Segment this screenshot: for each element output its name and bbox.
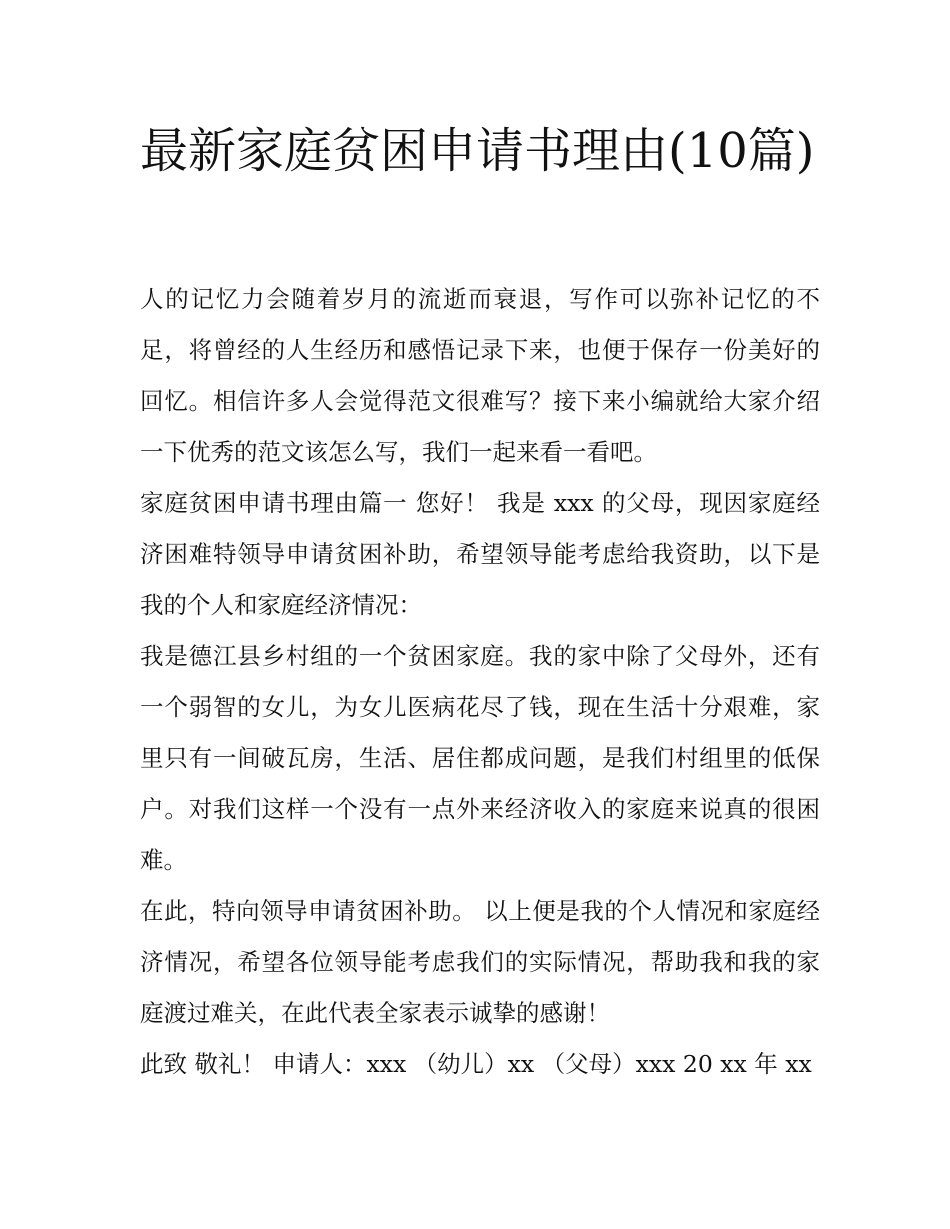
paragraph-greeting: 家庭贫困申请书理由篇一 您好！ 我是 xxx 的父母，现因家庭经济困难特领导申请贫困补助，希望领导能考虑给我资助，以下是我的个人和家庭经济情况： [140, 489, 820, 619]
paragraph-intro: 人的记忆力会随着岁月的流逝而衰退，写作可以弥补记忆的不足，将曾经的人生经历和感悟记录下来，也便于保存一份美好的回忆。相信许多人会觉得范文很难写？接下来小编就给大家介绍一下优秀的范文该怎么写，我们一起来看一看吧。 [140, 285, 820, 466]
document-title: 最新家庭贫困申请书理由(10篇) [140, 123, 815, 179]
paragraph-family-situation: 我是德江县乡村组的一个贫困家庭。我的家中除了父母外，还有一个弱智的女儿，为女儿医病花尽了钱，现在生活十分艰难，家里只有一间破瓦房，生活、居住都成问题，是我们村组里的低保户。对我们这样一个没有一点外来经济收入的家庭来说真的很困难。 [140, 642, 820, 874]
paragraph-closing: 此致 敬礼！ 申请人：xxx （幼儿）xx （父母）xxx 20 xx 年 xx [140, 1050, 812, 1078]
document-body [140, 274, 820, 1090]
paragraph-request: 在此，特向领导申请贫困补助。 以上便是我的个人情况和家庭经济情况，希望各位领导能考虑我们的实际情况，帮助我和我的家庭渡过难关，在此代表全家表示诚挚的感谢！ [140, 897, 820, 1027]
